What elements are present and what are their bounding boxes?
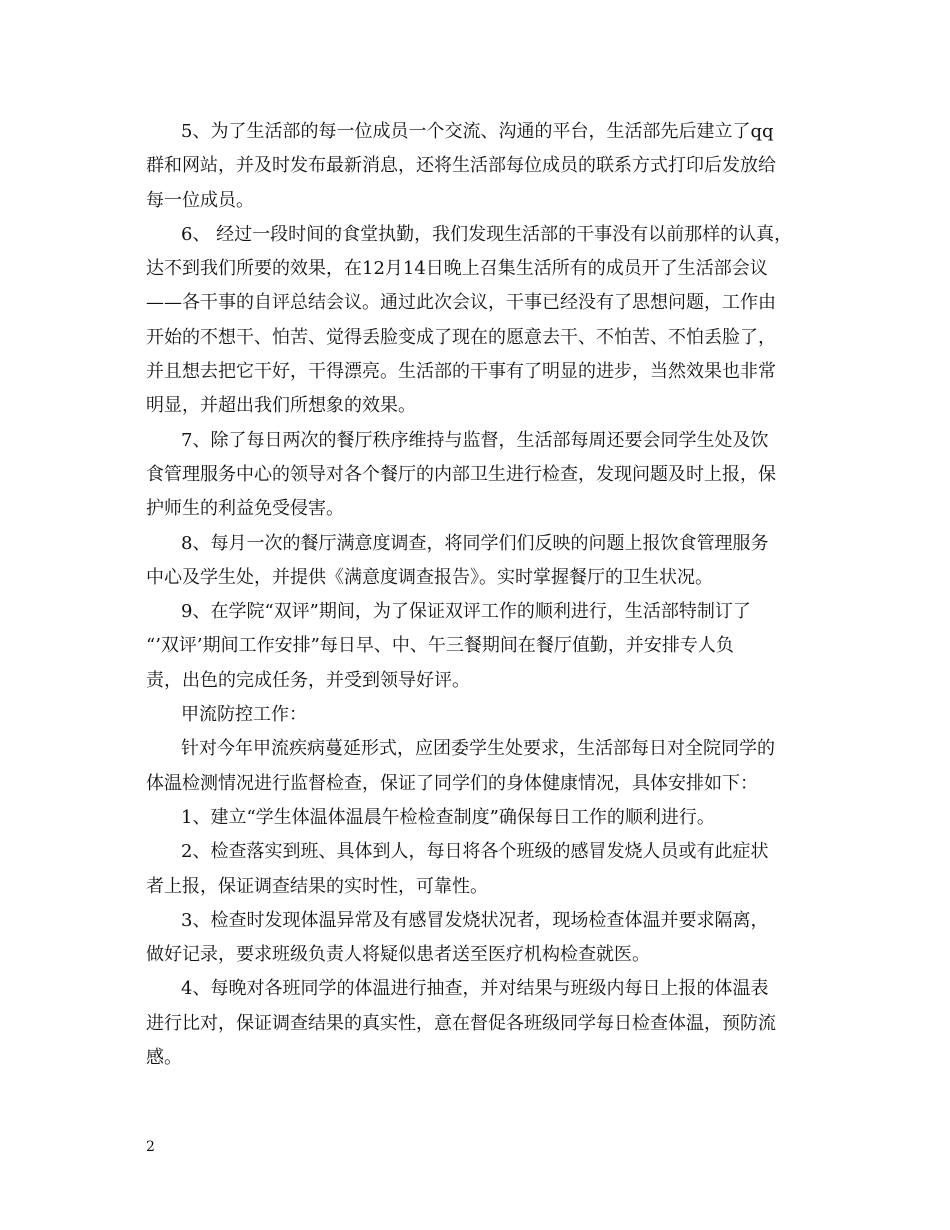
text-line: 明显，并超出我们所想象的效果。 [146, 395, 416, 417]
text-line: 8、每月一次的餐厅满意度调查，将同学们们反映的问题上报饮食管理服务 [181, 532, 769, 554]
text-line: 4、每晚对各班同学的体温进行抽查，并对结果与班级内每日上报的体温表 [181, 978, 769, 1000]
text-line: 6、 经过一段时间的食堂执勤，我们发现生活部的干事没有以前那样的认真， [181, 223, 793, 245]
text-line: 甲流防控工作： [181, 704, 307, 726]
text-line: 每一位成员。 [146, 189, 254, 211]
text-line: 针对今年甲流疾病蔓延形式，应团委学生处要求，生活部每日对全院同学的 [181, 738, 775, 760]
text-line: 做好记录，要求班级负责人将疑似患者送至医疗机构检查就医。 [146, 944, 650, 966]
text-line: 食管理服务中心的领导对各个餐厅的内部卫生进行检查，发现问题及时上报，保 [146, 463, 776, 485]
text-line: 感。 [146, 1047, 182, 1069]
text-line: 开始的不想干、怕苦、觉得丢脸变成了现在的愿意去干、不怕苦、不怕丢脸了， [146, 326, 776, 348]
text-line: 责，出色的完成任务，并受到领导好评。 [146, 669, 470, 691]
text-line: 2、检查落实到班、具体到人，每日将各个班级的感冒发烧人员或有此症状 [181, 841, 769, 863]
text-line: 1、建立“学生体温体温晨午检检查制度”确保每日工作的顺利进行。 [181, 806, 715, 828]
text-line: ——各干事的自评总结会议。通过此次会议，干事已经没有了思想问题，工作由 [146, 292, 776, 314]
text-line: 进行比对，保证调查结果的真实性，意在督促各班级同学每日检查体温，预防流 [146, 1012, 776, 1034]
document-body [146, 115, 816, 1075]
text-line: 3、检查时发现体温异常及有感冒发烧状况者，现场检查体温并要求隔离， [181, 909, 769, 931]
text-line: 体温检测情况进行监督检查，保证了同学们的身体健康情况，具体安排如下： [146, 772, 758, 794]
text-line: 达不到我们所要的效果，在12月14日晚上召集生活所有的成员开了生活部会议 [146, 258, 768, 280]
text-line: 5、为了生活部的每一位成员一个交流、沟通的平台，生活部先后建立了qq [181, 121, 774, 142]
page-number: 2 [146, 1139, 155, 1155]
text-line: 者上报，保证调查结果的实时性，可靠性。 [146, 875, 488, 897]
text-line: 护师生的利益免受侵害。 [146, 498, 344, 520]
text-line: 群和网站，并及时发布最新消息，还将生活部每位成员的联系方式打印后发放给 [146, 155, 776, 177]
text-line: 7、除了每日两次的餐厅秩序维持与监督，生活部每周还要会同学生处及饮 [181, 429, 769, 451]
text-line: 9、在学院“双评”期间，为了保证双评工作的顺利进行，生活部特制订了 [181, 601, 751, 623]
text-line: 并且想去把它干好，干得漂亮。生活部的干事有了明显的进步，当然效果也非常 [146, 361, 776, 383]
text-line: “’双评’期间工作安排”每日早、中、午三餐期间在餐厅值勤，并安排专人负 [146, 635, 734, 657]
text-line: 中心及学生处，并提供《满意度调查报告》。实时掌握餐厅的卫生状况。 [146, 566, 713, 588]
